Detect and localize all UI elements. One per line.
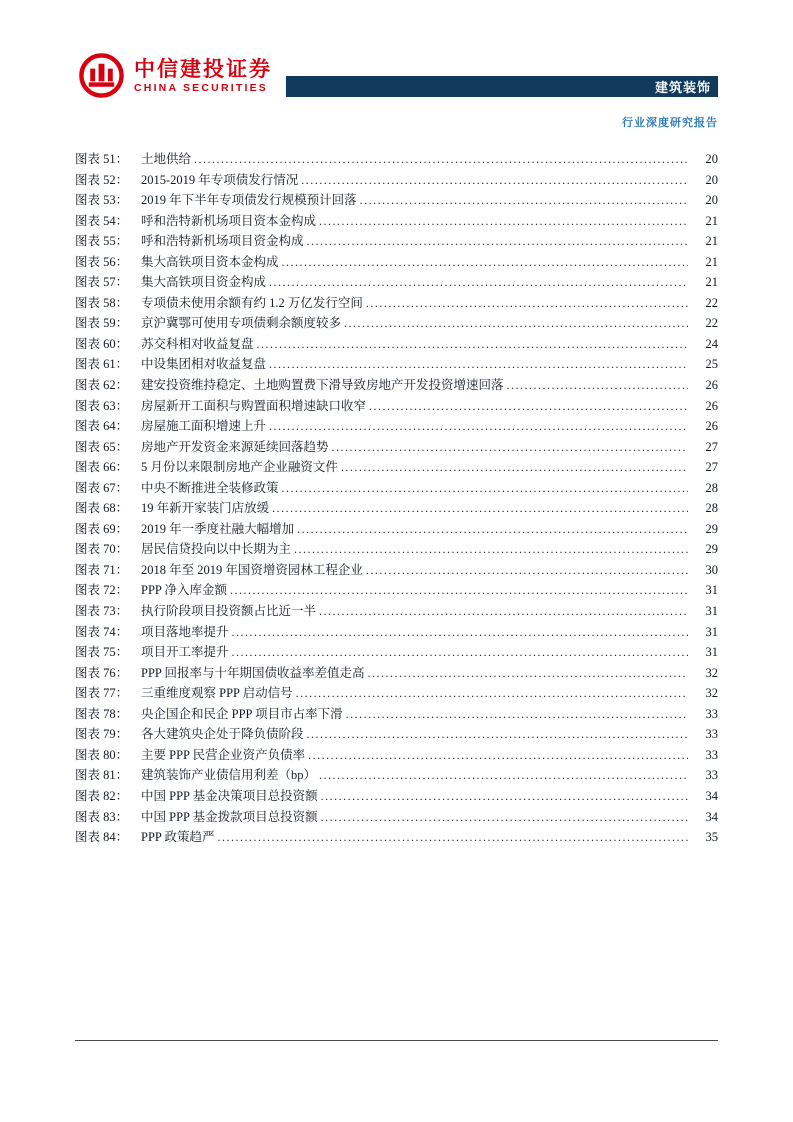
toc-leader-dots [218, 827, 688, 848]
toc-entry-page: 22 [705, 295, 718, 310]
toc-entry[interactable] [75, 375, 718, 396]
toc-entry-title: PPP 回报率与十年期国债收益率差值走高 [141, 665, 365, 680]
toc-entry-number: 图表 74： [75, 624, 129, 639]
toc-entry-page: 33 [705, 768, 718, 783]
toc-leader-dots [269, 416, 688, 437]
toc-entry-page: 34 [705, 809, 718, 824]
toc-entry-number: 图表 81： [75, 768, 129, 783]
toc-entry[interactable] [75, 149, 718, 170]
toc-entry-page: 29 [705, 521, 718, 536]
toc-entry-page: 20 [705, 152, 718, 166]
toc-entry-title: 中设集团相对收益复盘 [141, 357, 267, 372]
toc-entry-number: 图表 51： [75, 152, 129, 166]
toc-leader-dots [366, 560, 688, 581]
toc-entry-number: 图表 54： [75, 213, 129, 228]
toc-entry[interactable] [75, 745, 718, 766]
toc-entry-title: 中国 PPP 基金拨款项目总投资额 [141, 809, 318, 824]
category-label: 建筑装饰 [654, 80, 711, 95]
toc-entry-page: 30 [705, 562, 718, 577]
toc-leader-dots [230, 580, 688, 601]
toc-entry-page: 20 [705, 193, 718, 208]
toc-entry[interactable] [75, 786, 718, 807]
toc-entry-number: 图表 60： [75, 336, 129, 351]
toc-entry-page: 21 [705, 234, 718, 249]
toc-entry-page: 31 [705, 604, 718, 619]
toc-entry[interactable] [75, 170, 718, 191]
toc-entry-page: 31 [705, 624, 718, 639]
toc-entry-page: 27 [705, 460, 718, 475]
toc-entry-number: 图表 76： [75, 665, 129, 680]
toc-entry-title: 呼和浩特新机场项目资金构成 [141, 234, 304, 249]
toc-entry-title: 居民信贷投向以中长期为主 [141, 542, 292, 557]
toc-entry-page: 21 [705, 213, 718, 228]
toc-leader-dots [308, 745, 688, 766]
toc-entry[interactable] [75, 334, 718, 355]
toc-leader-dots [269, 272, 688, 293]
toc-entry-number: 图表 66： [75, 460, 129, 475]
category-bar [286, 76, 718, 97]
toc-entry[interactable] [75, 478, 718, 499]
toc-entry-number: 图表 56： [75, 254, 129, 269]
toc-leader-dots [332, 437, 688, 458]
toc-entry-title: 土地供给 [141, 152, 192, 166]
toc-entry-number: 图表 73： [75, 604, 129, 619]
toc-entry[interactable] [75, 807, 718, 828]
toc-entry-title: 房屋新开工面积与购置面积增速缺口收窄 [141, 398, 367, 413]
toc-entry-title: PPP 净入库金额 [141, 583, 228, 598]
toc-entry-title: 2019 年下半年专项债发行规模预计回落 [141, 193, 357, 208]
toc-leader-dots [507, 375, 688, 396]
toc-entry-number: 图表 68： [75, 501, 129, 516]
toc-entry[interactable] [75, 765, 718, 786]
figure-toc-list [75, 149, 718, 848]
toc-leader-dots [282, 252, 688, 273]
toc-entry[interactable] [75, 498, 718, 519]
toc-leader-dots [360, 190, 688, 211]
toc-entry-number: 图表 83： [75, 809, 129, 824]
toc-entry-title: 5 月份以来限制房地产企业融资文件 [141, 460, 338, 475]
toc-entry-number: 图表 71： [75, 562, 129, 577]
toc-leader-dots [321, 786, 688, 807]
brand-name-en: CHINA SECURITIES [134, 81, 268, 94]
toc-entry-page: 35 [705, 830, 718, 845]
toc-entry[interactable] [75, 827, 718, 848]
toc-entry-title: 2019 年一季度社融大幅增加 [141, 521, 295, 536]
toc-entry-page: 31 [705, 583, 718, 598]
toc-entry-number: 图表 58： [75, 295, 129, 310]
toc-entry[interactable] [75, 683, 718, 704]
toc-entry-title: 主要 PPP 民营企业资产负债率 [141, 747, 306, 762]
toc-leader-dots [341, 457, 688, 478]
toc-entry-title: 集大高铁项目资金构成 [141, 275, 267, 290]
toc-entry-page: 21 [705, 254, 718, 269]
toc-entry-number: 图表 84： [75, 830, 129, 845]
toc-leader-dots [346, 704, 688, 725]
toc-entry-number: 图表 62： [75, 378, 129, 393]
toc-entry-number: 图表 65： [75, 439, 129, 454]
toc-entry-page: 27 [705, 439, 718, 454]
toc-leader-dots [272, 498, 688, 519]
toc-entry-title: PPP 政策趋严 [141, 830, 215, 845]
toc-leader-dots [344, 313, 688, 334]
toc-entry[interactable] [75, 601, 718, 622]
toc-entry[interactable] [75, 437, 718, 458]
toc-leader-dots [297, 519, 688, 540]
toc-entry[interactable] [75, 724, 718, 745]
toc-entry-title: 建安投资维持稳定、土地购置费下滑导致房地产开发投资增速回落 [141, 378, 504, 393]
toc-entry[interactable] [75, 622, 718, 643]
toc-leader-dots [307, 231, 688, 252]
toc-entry-page: 31 [705, 645, 718, 660]
toc-entry-page: 32 [705, 686, 718, 701]
toc-entry-page: 28 [705, 480, 718, 495]
toc-entry-title: 房屋施工面积增速上升 [141, 419, 267, 434]
toc-entry-page: 33 [705, 727, 718, 742]
toc-entry[interactable] [75, 663, 718, 684]
toc-leader-dots [319, 601, 688, 622]
toc-entry-number: 图表 61： [75, 357, 129, 372]
toc-entry-title: 呼和浩特新机场项目资本金构成 [141, 213, 317, 228]
toc-entry-page: 26 [705, 378, 718, 393]
toc-entry-page: 26 [705, 398, 718, 413]
toc-leader-dots [319, 211, 688, 232]
toc-entry-title: 三重维度观察 PPP 启动信号 [141, 686, 293, 701]
toc-entry-title: 集大高铁项目资本金构成 [141, 254, 279, 269]
toc-entry-number: 图表 77： [75, 686, 129, 701]
toc-entry-title: 中国 PPP 基金决策项目总投资额 [141, 788, 318, 803]
toc-entry-title: 苏交科相对收益复盘 [141, 336, 254, 351]
toc-entry-page: 34 [705, 788, 718, 803]
toc-entry-page: 20 [705, 172, 718, 187]
toc-entry-page: 28 [705, 501, 718, 516]
toc-leader-dots [368, 663, 688, 684]
toc-leader-dots [366, 293, 688, 314]
toc-entry[interactable] [75, 190, 718, 211]
toc-leader-dots [257, 334, 688, 355]
toc-leader-dots [294, 539, 688, 560]
toc-leader-dots [269, 354, 688, 375]
toc-entry[interactable] [75, 293, 718, 314]
toc-entry-number: 图表 63： [75, 398, 129, 413]
toc-entry-title: 19 年新开家装门店放缓 [141, 501, 270, 516]
toc-entry[interactable] [75, 704, 718, 725]
toc-entry-page: 33 [705, 747, 718, 762]
toc-entry-page: 22 [705, 316, 718, 331]
toc-entry-title: 项目落地率提升 [141, 624, 229, 639]
toc-entry-page: 32 [705, 665, 718, 680]
toc-entry-title: 执行阶段项目投资额占比近一半 [141, 604, 317, 619]
toc-entry-number: 图表 80： [75, 747, 129, 762]
toc-entry-title: 房地产开发资金来源延续回落趋势 [141, 439, 329, 454]
toc-entry-title: 项目开工率提升 [141, 645, 229, 660]
toc-entry[interactable] [75, 457, 718, 478]
toc-entry-title: 京沪冀鄂可使用专项债剩余额度较多 [141, 316, 342, 331]
toc-entry[interactable] [75, 539, 718, 560]
toc-leader-dots [301, 170, 688, 191]
toc-entry[interactable] [75, 642, 718, 663]
toc-entry-number: 图表 67： [75, 480, 129, 495]
toc-entry[interactable] [75, 354, 718, 375]
toc-entry[interactable] [75, 313, 718, 334]
toc-entry-number: 图表 82： [75, 788, 129, 803]
toc-entry-number: 图表 78： [75, 706, 129, 721]
toc-entry-page: 33 [705, 706, 718, 721]
toc-entry[interactable] [75, 580, 718, 601]
toc-entry-number: 图表 75： [75, 645, 129, 660]
toc-entry-title: 2015-2019 年专项债发行情况 [141, 172, 299, 187]
toc-leader-dots [282, 478, 688, 499]
brand-text [134, 57, 272, 93]
footer-divider [75, 1040, 718, 1041]
toc-entry-number: 图表 53： [75, 193, 129, 208]
toc-leader-dots [194, 149, 688, 170]
toc-entry-page: 25 [705, 357, 718, 372]
toc-entry-title: 央企国企和民企 PPP 项目市占率下滑 [141, 706, 343, 721]
brand-name-cn: 中信建投证券 [134, 57, 272, 82]
toc-entry[interactable] [75, 231, 718, 252]
toc-entry-number: 图表 59： [75, 316, 129, 331]
toc-leader-dots [369, 396, 688, 417]
toc-entry[interactable] [75, 252, 718, 273]
toc-entry-page: 29 [705, 542, 718, 557]
toc-entry-number: 图表 57： [75, 275, 129, 290]
toc-entry-page: 24 [705, 336, 718, 351]
toc-entry-number: 图表 52： [75, 172, 129, 187]
company-logo-icon [78, 52, 125, 99]
toc-entry-page: 26 [705, 419, 718, 434]
toc-leader-dots [321, 807, 688, 828]
toc-entry-page: 21 [705, 275, 718, 290]
toc-entry[interactable] [75, 519, 718, 540]
toc-entry[interactable] [75, 396, 718, 417]
toc-entry-title: 中央不断推进全装修政策 [141, 480, 279, 495]
toc-entry[interactable] [75, 416, 718, 437]
toc-entry[interactable] [75, 560, 718, 581]
toc-entry-title: 2018 年至 2019 年国资增资园林工程企业 [141, 562, 363, 577]
toc-entry-title: 建筑装饰产业债信用利差（bp） [141, 768, 317, 783]
toc-leader-dots [296, 683, 688, 704]
toc-entry[interactable] [75, 272, 718, 293]
toc-entry[interactable] [75, 211, 718, 232]
toc-leader-dots [232, 622, 688, 643]
toc-entry-number: 图表 55： [75, 234, 129, 249]
toc-entry-title: 各大建筑央企处于降负债阶段 [141, 727, 304, 742]
toc-entry-number: 图表 69： [75, 521, 129, 536]
toc-entry-number: 图表 70： [75, 542, 129, 557]
toc-leader-dots [232, 642, 688, 663]
toc-entry-title: 专项债未使用余额有约 1.2 万亿发行空间 [141, 295, 363, 310]
toc-leader-dots [319, 765, 688, 786]
report-type-label: 行业深度研究报告 [622, 117, 718, 129]
company-logo [78, 52, 272, 99]
toc-entry-number: 图表 79： [75, 727, 129, 742]
toc-leader-dots [307, 724, 688, 745]
toc-entry-number: 图表 64： [75, 419, 129, 434]
toc-entry-number: 图表 72： [75, 583, 129, 598]
